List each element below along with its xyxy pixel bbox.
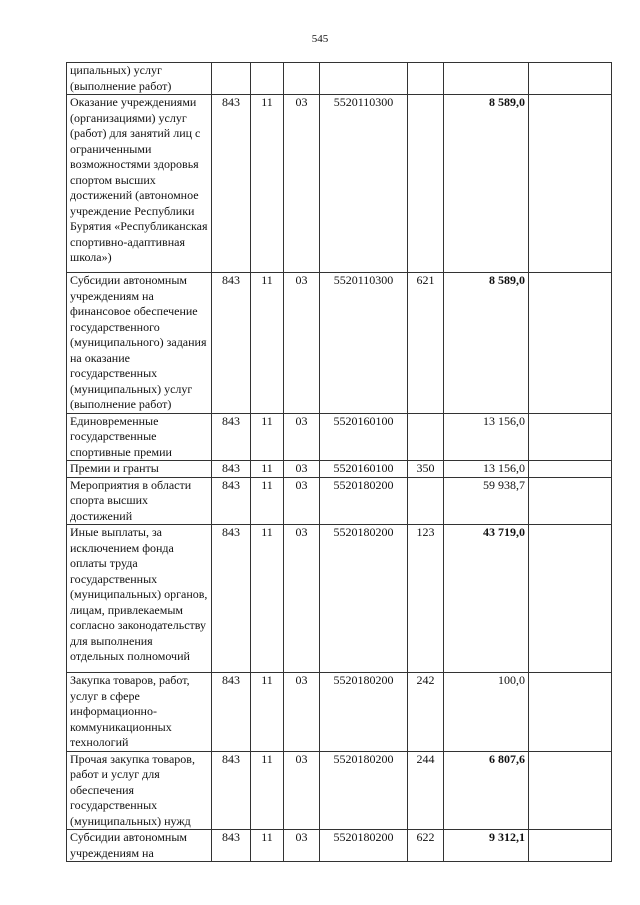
table-row xyxy=(67,525,612,673)
cell-code: 843 xyxy=(212,751,251,830)
table-row xyxy=(67,751,612,830)
cell-vid xyxy=(408,413,444,461)
page-number: 545 xyxy=(311,33,329,45)
cell-target: 5520160100 xyxy=(320,413,408,461)
cell-empty xyxy=(529,751,612,830)
cell-subsection: 03 xyxy=(284,673,320,752)
cell-empty xyxy=(529,63,612,95)
table-row xyxy=(67,413,612,461)
cell-name: ципальных) услуг (выполнение работ) xyxy=(67,63,212,95)
cell-code: 843 xyxy=(212,273,251,414)
cell-name: Оказание учреждениями (организациями) услуг (работ) для занятий лиц с ограниченными возможностями здоровья спортом высших достижений (автономное учреждение Республики Бурятия «Республиканская спортивно-адаптивная школа») xyxy=(67,95,212,273)
cell-amount: 13 156,0 xyxy=(444,461,529,478)
cell-vid: 350 xyxy=(408,461,444,478)
cell-empty xyxy=(529,461,612,478)
table-row xyxy=(67,830,612,862)
cell-target: 5520180200 xyxy=(320,477,408,525)
cell-amount xyxy=(444,63,529,95)
cell-section: 11 xyxy=(251,273,284,414)
cell-target: 5520180200 xyxy=(320,673,408,752)
cell-name: Закупка товаров, работ, услуг в сфере информационно-коммуникационных технологий xyxy=(67,673,212,752)
cell-vid: 244 xyxy=(408,751,444,830)
cell-target: 5520110300 xyxy=(320,95,408,273)
cell-name: Единовременные государственные спортивные премии xyxy=(67,413,212,461)
cell-code xyxy=(212,63,251,95)
table-row xyxy=(67,95,612,273)
cell-name: Премии и гранты xyxy=(67,461,212,478)
cell-subsection: 03 xyxy=(284,273,320,414)
cell-section: 11 xyxy=(251,95,284,273)
cell-name: Мероприятия в области спорта высших достижений xyxy=(67,477,212,525)
cell-code: 843 xyxy=(212,95,251,273)
cell-code: 843 xyxy=(212,525,251,673)
cell-amount: 59 938,7 xyxy=(444,477,529,525)
cell-subsection: 03 xyxy=(284,477,320,525)
cell-amount: 8 589,0 xyxy=(444,95,529,273)
cell-target: 5520160100 xyxy=(320,461,408,478)
cell-code: 843 xyxy=(212,413,251,461)
table-row xyxy=(67,461,612,478)
cell-subsection: 03 xyxy=(284,95,320,273)
cell-vid: 242 xyxy=(408,673,444,752)
cell-amount: 100,0 xyxy=(444,673,529,752)
table-row xyxy=(67,63,612,95)
cell-section: 11 xyxy=(251,413,284,461)
cell-vid: 622 xyxy=(408,830,444,862)
cell-empty xyxy=(529,273,612,414)
cell-amount: 9 312,1 xyxy=(444,830,529,862)
cell-section: 11 xyxy=(251,673,284,752)
cell-vid xyxy=(408,63,444,95)
cell-name: Субсидии автономным учреждениям на xyxy=(67,830,212,862)
cell-subsection: 03 xyxy=(284,461,320,478)
cell-vid: 123 xyxy=(408,525,444,673)
cell-empty xyxy=(529,525,612,673)
cell-amount: 6 807,6 xyxy=(444,751,529,830)
cell-code: 843 xyxy=(212,673,251,752)
budget-table xyxy=(66,62,612,862)
cell-name: Прочая закупка товаров, работ и услуг для обеспечения государственных (муниципальных) нужд xyxy=(67,751,212,830)
cell-section: 11 xyxy=(251,477,284,525)
cell-section xyxy=(251,63,284,95)
table-row xyxy=(67,273,612,414)
cell-amount: 13 156,0 xyxy=(444,413,529,461)
cell-empty xyxy=(529,477,612,525)
cell-subsection xyxy=(284,63,320,95)
cell-target: 5520180200 xyxy=(320,751,408,830)
cell-amount: 8 589,0 xyxy=(444,273,529,414)
cell-empty xyxy=(529,830,612,862)
cell-target: 5520180200 xyxy=(320,525,408,673)
cell-subsection: 03 xyxy=(284,830,320,862)
cell-empty xyxy=(529,673,612,752)
cell-name: Иные выплаты, за исключением фонда оплаты труда государственных (муниципальных) органов, лицам, привлекаемым согласно законодательству для выполнения отдельных полномочий xyxy=(67,525,212,673)
cell-vid xyxy=(408,477,444,525)
cell-subsection: 03 xyxy=(284,751,320,830)
cell-vid: 621 xyxy=(408,273,444,414)
cell-target: 5520180200 xyxy=(320,830,408,862)
cell-section: 11 xyxy=(251,830,284,862)
cell-empty xyxy=(529,413,612,461)
cell-section: 11 xyxy=(251,525,284,673)
cell-code: 843 xyxy=(212,830,251,862)
cell-empty xyxy=(529,95,612,273)
table-row xyxy=(67,673,612,752)
table-row xyxy=(67,477,612,525)
cell-subsection: 03 xyxy=(284,525,320,673)
cell-section: 11 xyxy=(251,461,284,478)
cell-name: Субсидии автономным учреждениям на финансовое обеспечение государственного (муниципального) задания на оказание государственных (муниципальных) услуг (выполнение работ) xyxy=(67,273,212,414)
cell-code: 843 xyxy=(212,477,251,525)
cell-subsection: 03 xyxy=(284,413,320,461)
cell-vid xyxy=(408,95,444,273)
cell-amount: 43 719,0 xyxy=(444,525,529,673)
cell-target xyxy=(320,63,408,95)
cell-section: 11 xyxy=(251,751,284,830)
cell-code: 843 xyxy=(212,461,251,478)
cell-target: 5520110300 xyxy=(320,273,408,414)
